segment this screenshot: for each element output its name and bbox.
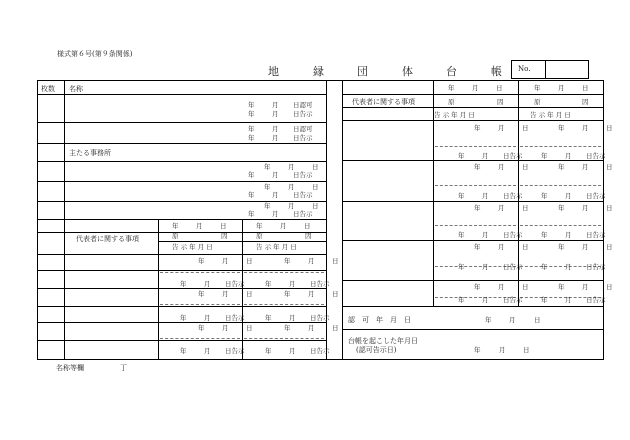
rep-cause: 原 [256, 232, 263, 240]
ledger-year: 年 [474, 346, 481, 354]
dashed-line [160, 338, 240, 339]
right-row-date-day: 日 [606, 204, 613, 212]
rep-row-date-day: 日 [332, 290, 339, 298]
right-row-line [342, 107, 604, 108]
rep-notice-date: 告 示 年 月 日 [172, 243, 213, 251]
rep-left-date-year: 年 [172, 222, 179, 230]
right-row-date-year: 年 [474, 204, 481, 212]
rep-row-notice-month: 月 [289, 280, 296, 288]
right-row-date-day: 日 [606, 283, 613, 291]
dashed-line [244, 272, 324, 273]
table-right-border [603, 80, 604, 360]
dashed-line [520, 185, 601, 186]
approval-year: 年 [485, 316, 492, 324]
right-row-date-day: 日 [606, 124, 613, 132]
rep-cause: 因 [221, 232, 228, 240]
name-field-label: 名称等欄 [56, 364, 84, 372]
left-row-line [37, 122, 327, 123]
rep-matters-label-left: 代表者に関する事項 [76, 235, 139, 243]
right-row-notice-suffix: 日告示 [586, 192, 606, 200]
rep-row-notice-month: 月 [289, 347, 296, 355]
title-char: 体 [402, 65, 413, 78]
right-row-line [342, 160, 604, 161]
rep-row-notice-month: 月 [289, 314, 296, 322]
left-row-line [37, 232, 327, 233]
right-row-date-month: 月 [582, 163, 589, 171]
main-office-label: 主たる事務所 [69, 149, 111, 157]
right-row-date-month: 月 [582, 283, 589, 291]
right-row-date-year: 年 [558, 243, 565, 251]
name-notice-suffix: 日告示 [293, 110, 313, 118]
right-row-line [342, 240, 604, 241]
office-entry-4-year: 年 [264, 202, 271, 210]
office-entry-1-year: 年 [248, 171, 255, 179]
right-row-notice-month: 月 [482, 263, 489, 271]
rep-row-date-year: 年 [284, 257, 291, 265]
right-row-date-day: 日 [522, 243, 529, 251]
approval-date-label: 認 可 年 月 日 [348, 316, 411, 324]
left-row-line [37, 322, 327, 323]
right-row-notice-month: 月 [565, 296, 572, 304]
right-row-date-day: 日 [606, 243, 613, 251]
right-row-notice-year: 年 [458, 231, 465, 239]
right-row-date-day: 日 [606, 163, 613, 171]
left-row-line [37, 143, 327, 144]
office-entry-5-month: 月 [272, 210, 279, 218]
rep-right-date-month: 月 [558, 84, 565, 92]
rep-row-notice-suffix: 日告示 [310, 280, 330, 288]
right-row-date-month: 月 [498, 204, 505, 212]
rep-right-date-day: 日 [496, 84, 503, 92]
rep-left-date-month: 月 [196, 222, 203, 230]
rep-right-cause: 因 [497, 98, 504, 106]
right-row-notice-year: 年 [458, 152, 465, 160]
approval-row-top [342, 306, 604, 307]
rep-left-date-year: 年 [256, 222, 263, 230]
dashed-line [244, 338, 324, 339]
office-entry-4-month: 月 [288, 202, 295, 210]
name-approval-suffix: 日認可 [293, 101, 313, 109]
rep-row-date-day: 日 [332, 324, 339, 332]
right-row-date-month: 月 [498, 124, 505, 132]
title-char: 地 [268, 65, 279, 78]
right-row-notice-suffix: 日告示 [503, 296, 523, 304]
number-label: No. [518, 65, 531, 73]
column-header-count: 枚数 [41, 85, 55, 93]
rep-row-notice-year: 年 [265, 347, 272, 355]
office-entry-2-year: 年 [264, 183, 271, 191]
right-row-date-year: 年 [474, 243, 481, 251]
rep-right-cause: 因 [582, 98, 589, 106]
right-row-notice-year: 年 [458, 296, 465, 304]
approval-month: 月 [509, 316, 516, 324]
title-char: 縁 [313, 65, 324, 78]
rep-row-date-year: 年 [284, 324, 291, 332]
right-row-notice-year: 年 [541, 192, 548, 200]
right-row-line [342, 280, 604, 281]
name-approval-year: 年 [248, 101, 255, 109]
right-row-date-month: 月 [498, 283, 505, 291]
rep-row-date-year: 年 [198, 324, 205, 332]
center-divider [342, 80, 343, 360]
name-notice-month: 月 [272, 110, 279, 118]
office-entry-0-day: 日 [312, 163, 319, 171]
table-bottom-border [37, 359, 604, 360]
rep-row-date-day: 日 [246, 324, 253, 332]
left-row-line [37, 161, 327, 162]
right-row-date-year: 年 [558, 124, 565, 132]
right-row-notice-year: 年 [458, 263, 465, 271]
right-row-notice-month: 月 [482, 152, 489, 160]
right-row-date-year: 年 [474, 163, 481, 171]
rep-row-date-month: 月 [308, 290, 315, 298]
right-row-notice-suffix: 日告示 [586, 296, 606, 304]
right-row-date-year: 年 [474, 124, 481, 132]
right-row-date-month: 月 [582, 243, 589, 251]
right-row-notice-month: 月 [565, 152, 572, 160]
rep-row-notice-suffix: 日告示 [225, 347, 245, 355]
office-entry-1-suffix: 日告示 [293, 171, 313, 179]
rep-row-date-year: 年 [284, 290, 291, 298]
right-row-date-month: 月 [582, 204, 589, 212]
name-approval-year: 年 [248, 125, 255, 133]
office-entry-3-year: 年 [248, 191, 255, 199]
right-row-date-month: 月 [498, 163, 505, 171]
rep-row-date-month: 月 [222, 290, 229, 298]
rep-notice-date: 告 示 年 月 日 [256, 243, 297, 251]
dashed-line [435, 146, 516, 147]
right-row-notice-month: 月 [482, 296, 489, 304]
rep-row-date-month: 月 [222, 324, 229, 332]
dashed-line [520, 225, 601, 226]
office-entry-5-suffix: 日告示 [293, 210, 313, 218]
ledger-day: 日 [523, 346, 530, 354]
rep-row-date-month: 月 [308, 324, 315, 332]
office-entry-4-day: 日 [312, 202, 319, 210]
right-row-date-year: 年 [558, 163, 565, 171]
rep-right-notice: 告 示 年 月 日 [530, 111, 571, 119]
title-char: 団 [357, 65, 368, 78]
right-row-line [342, 94, 604, 95]
rep-cause: 原 [172, 232, 179, 240]
dashed-line [160, 304, 240, 305]
left-row-line [37, 219, 327, 220]
rep-row-date-year: 年 [198, 257, 205, 265]
right-row-date-day: 日 [522, 163, 529, 171]
form-reference: 様式第６号(第９条関係) [57, 50, 133, 58]
right-row-notice-year: 年 [541, 152, 548, 160]
ledger-month: 月 [499, 346, 506, 354]
right-row-date-month: 月 [582, 124, 589, 132]
office-entry-3-suffix: 日告示 [293, 191, 313, 199]
office-entry-2-month: 月 [288, 183, 295, 191]
left-row-line [37, 181, 327, 182]
right-row-notice-year: 年 [541, 296, 548, 304]
rep-row-date-day: 日 [246, 290, 253, 298]
office-entry-3-month: 月 [272, 191, 279, 199]
left-row-line [37, 254, 327, 255]
rep-matters-label-right: 代表者に関する事項 [352, 98, 415, 106]
right-row-line [433, 120, 604, 121]
rep-row-notice-suffix: 日告示 [225, 314, 245, 322]
page-unit-label: 丁 [120, 364, 127, 372]
right-row-notice-month: 月 [565, 192, 572, 200]
title-char: 帳 [491, 65, 502, 78]
rep-row-date-day: 日 [332, 257, 339, 265]
right-row-notice-suffix: 日告示 [503, 192, 523, 200]
name-approval-suffix: 日認可 [293, 125, 313, 133]
ledger-date-note: (認可告示日) [356, 346, 397, 354]
rep-row-notice-suffix: 日告示 [310, 347, 330, 355]
right-row-notice-suffix: 日告示 [503, 152, 523, 160]
column-header-name: 名称 [69, 85, 83, 93]
rep-row-notice-year: 年 [180, 314, 187, 322]
rep-row-notice-month: 月 [204, 347, 211, 355]
right-row-notice-suffix: 日告示 [586, 231, 606, 239]
rep-row-notice-suffix: 日告示 [225, 280, 245, 288]
right-row-line [342, 201, 604, 202]
right-row-notice-year: 年 [541, 263, 548, 271]
right-row-notice-suffix: 日告示 [503, 263, 523, 271]
rep-cause: 因 [305, 232, 312, 240]
ledger-row-top [342, 329, 604, 330]
rep-row-date-month: 月 [222, 257, 229, 265]
rep-right-date-year: 年 [534, 84, 541, 92]
number-box[interactable] [511, 60, 589, 79]
name-notice-year: 年 [248, 134, 255, 142]
dashed-line [244, 304, 324, 305]
right-row-notice-month: 月 [482, 192, 489, 200]
rep-row-notice-year: 年 [180, 280, 187, 288]
right-row-notice-year: 年 [458, 192, 465, 200]
right-row-date-day: 日 [522, 124, 529, 132]
approval-day: 日 [534, 316, 541, 324]
rep-row-date-day: 日 [246, 257, 253, 265]
rep-right-date-month: 月 [472, 84, 479, 92]
rep-right-notice: 告 示 年 月 日 [434, 111, 475, 119]
right-row-notice-month: 月 [482, 231, 489, 239]
left-row-line [37, 306, 327, 307]
rep-row-notice-month: 月 [204, 280, 211, 288]
rep-right-date-year: 年 [448, 84, 455, 92]
rep-row-notice-suffix: 日告示 [310, 314, 330, 322]
title-char: 台 [446, 65, 457, 78]
right-row-date-month: 月 [498, 243, 505, 251]
office-entry-1-month: 月 [272, 171, 279, 179]
right-row-notice-month: 月 [565, 231, 572, 239]
rep-row-date-year: 年 [198, 290, 205, 298]
rep-row-notice-year: 年 [180, 347, 187, 355]
rep-left-date-day: 日 [220, 222, 227, 230]
right-row-notice-suffix: 日告示 [586, 263, 606, 271]
rep-row-notice-year: 年 [265, 314, 272, 322]
right-row-date-year: 年 [558, 204, 565, 212]
office-entry-5-year: 年 [248, 210, 255, 218]
rep-left-date-day: 日 [304, 222, 311, 230]
right-row-date-year: 年 [474, 283, 481, 291]
right-row-date-year: 年 [558, 283, 565, 291]
right-row-date-day: 日 [522, 283, 529, 291]
right-row-notice-suffix: 日告示 [503, 231, 523, 239]
left-row-line [37, 94, 327, 95]
left-row-line [37, 288, 327, 289]
dashed-line [435, 185, 516, 186]
rep-row-notice-year: 年 [265, 280, 272, 288]
dashed-line [160, 272, 240, 273]
rep-right-date-day: 日 [582, 84, 589, 92]
name-approval-month: 月 [272, 125, 279, 133]
ledger-date-label: 台帳を起こした年月日 [348, 337, 418, 345]
rep-row-notice-month: 月 [204, 314, 211, 322]
rep-left-date-month: 月 [280, 222, 287, 230]
right-row-notice-year: 年 [541, 231, 548, 239]
rep-row-date-month: 月 [308, 257, 315, 265]
dashed-line [435, 225, 516, 226]
office-entry-0-month: 月 [288, 163, 295, 171]
name-approval-month: 月 [272, 101, 279, 109]
rep-right-cause: 原 [534, 98, 541, 106]
office-entry-2-day: 日 [312, 183, 319, 191]
right-row-date-day: 日 [522, 204, 529, 212]
dashed-line [520, 146, 601, 147]
name-notice-suffix: 日告示 [293, 134, 313, 142]
right-row-notice-month: 月 [565, 263, 572, 271]
name-notice-month: 月 [272, 134, 279, 142]
left-row-line [37, 201, 327, 202]
rep-row-line [158, 241, 327, 242]
left-row-line [37, 340, 327, 341]
right-row-notice-suffix: 日告示 [586, 152, 606, 160]
left-row-line [37, 270, 327, 271]
name-notice-year: 年 [248, 110, 255, 118]
rep-right-cause: 原 [448, 98, 455, 106]
office-entry-0-year: 年 [264, 163, 271, 171]
